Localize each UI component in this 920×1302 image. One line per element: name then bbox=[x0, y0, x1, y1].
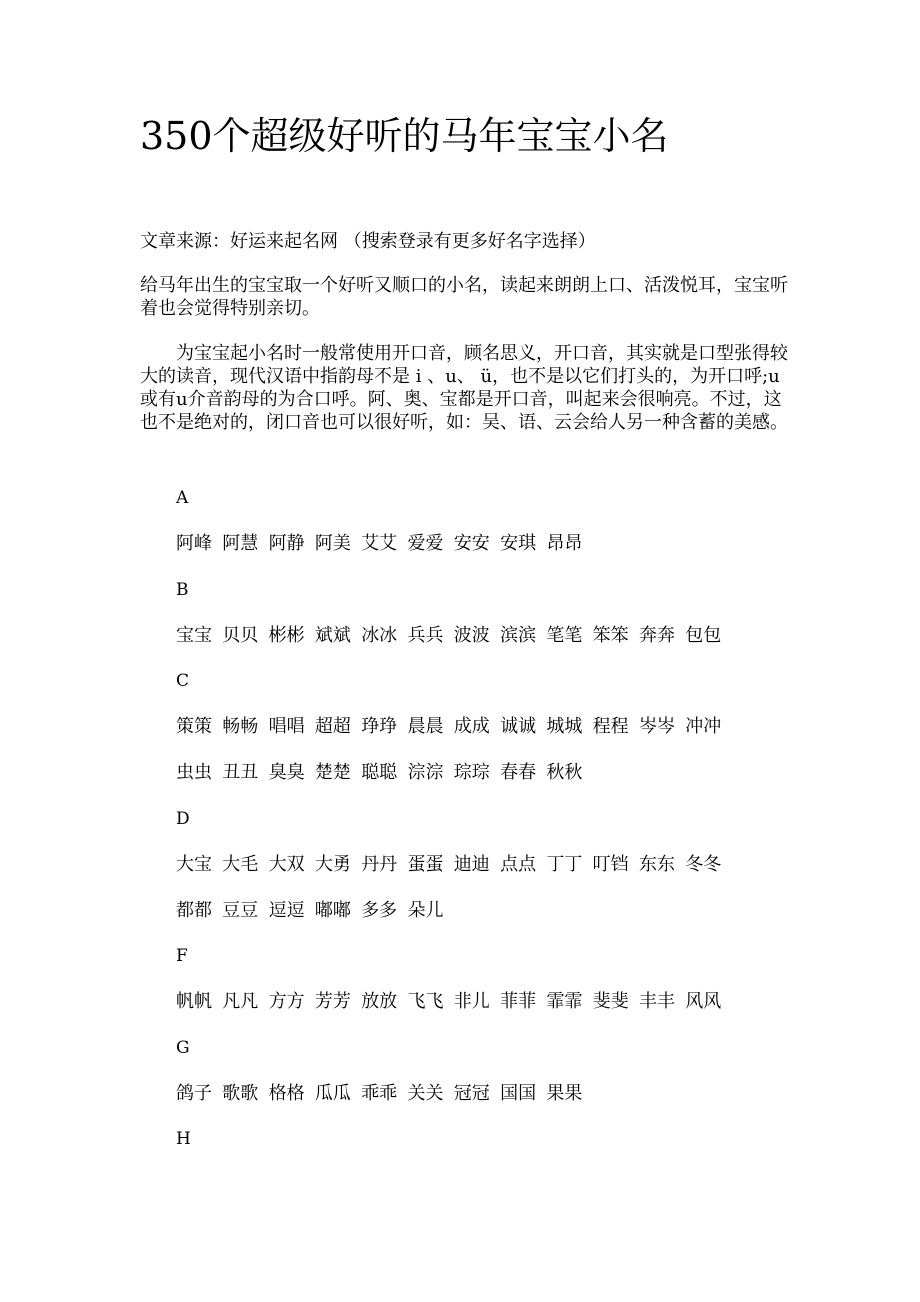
baby-name: 艾艾 bbox=[361, 533, 398, 554]
baby-name: 贝贝 bbox=[222, 625, 259, 646]
baby-name: 豆豆 bbox=[222, 900, 259, 921]
baby-name: 包包 bbox=[685, 625, 722, 646]
body-paragraph: 为宝宝起小名时一般常使用开口音，顾名思义，开口音，其实就是口型张得较大的读音，现代汉语中指韵母不是 i 、u、 ü，也不是以它们打头的，为开口呼;u或有u介音韵母的为合口呼。阿、奥、宝都是开口音，叫起来会很响亮。不过，这也不是绝对的，闭口音也可以很好听，如：吴、语、云会给人另一种含蓄的美感。 bbox=[140, 343, 788, 433]
names-row bbox=[176, 625, 732, 647]
baby-name: 叮铛 bbox=[592, 854, 629, 875]
baby-name: 兵兵 bbox=[407, 625, 444, 646]
intro-paragraph: 给马年出生的宝宝取一个好听又顺口的小名，读起来朗朗上口、活泼悦耳，宝宝听着也会觉得特别亲切。 bbox=[140, 275, 788, 319]
baby-name: 超超 bbox=[314, 716, 351, 737]
section-letter-f: F bbox=[176, 946, 188, 966]
baby-name: 大勇 bbox=[314, 854, 351, 875]
baby-name: 楚楚 bbox=[314, 762, 351, 783]
baby-name: 策策 bbox=[176, 716, 212, 737]
baby-name: 果果 bbox=[546, 1083, 583, 1104]
section-letter-a: A bbox=[176, 488, 189, 508]
baby-name: 冬冬 bbox=[685, 854, 722, 875]
baby-name: 秋秋 bbox=[546, 762, 583, 783]
baby-name: 多多 bbox=[361, 900, 398, 921]
baby-name: 阿美 bbox=[314, 533, 351, 554]
baby-name: 逗逗 bbox=[268, 900, 305, 921]
baby-name: 菲菲 bbox=[500, 991, 537, 1012]
names-row bbox=[176, 762, 593, 784]
baby-name: 斐斐 bbox=[592, 991, 629, 1012]
baby-name: 飞飞 bbox=[407, 991, 444, 1012]
baby-name: 聪聪 bbox=[361, 762, 398, 783]
baby-name: 程程 bbox=[592, 716, 629, 737]
baby-name: 东东 bbox=[638, 854, 675, 875]
baby-name: 冠冠 bbox=[453, 1083, 490, 1104]
baby-name: 放放 bbox=[361, 991, 398, 1012]
names-row bbox=[176, 533, 593, 555]
baby-name: 点点 bbox=[500, 854, 537, 875]
baby-name: 冰冰 bbox=[361, 625, 398, 646]
baby-name: 城城 bbox=[546, 716, 583, 737]
baby-name: 滨滨 bbox=[500, 625, 537, 646]
section-letter-d: D bbox=[176, 809, 190, 829]
baby-name: 畅畅 bbox=[222, 716, 259, 737]
names-row bbox=[176, 991, 732, 1013]
baby-name: 彬彬 bbox=[268, 625, 305, 646]
baby-name: 大宝 bbox=[176, 854, 212, 875]
baby-name: 方方 bbox=[268, 991, 305, 1012]
baby-name: 笨笨 bbox=[592, 625, 629, 646]
baby-name: 非儿 bbox=[453, 991, 490, 1012]
baby-name: 安安 bbox=[453, 533, 490, 554]
page-title: 350个超级好听的马年宝宝小名 bbox=[140, 114, 669, 158]
baby-name: 冲冲 bbox=[685, 716, 722, 737]
baby-name: 斌斌 bbox=[314, 625, 351, 646]
baby-name: 嘟嘟 bbox=[314, 900, 351, 921]
baby-name: 凡凡 bbox=[222, 991, 259, 1012]
baby-name: 丑丑 bbox=[222, 762, 259, 783]
baby-name: 关关 bbox=[407, 1083, 444, 1104]
baby-name: 蛋蛋 bbox=[407, 854, 444, 875]
section-letter-g: G bbox=[176, 1038, 190, 1058]
baby-name: 成成 bbox=[453, 716, 490, 737]
baby-name: 丁丁 bbox=[546, 854, 583, 875]
baby-name: 春春 bbox=[500, 762, 537, 783]
baby-name: 安琪 bbox=[500, 533, 537, 554]
names-row bbox=[176, 900, 454, 922]
baby-name: 琤琤 bbox=[361, 716, 398, 737]
baby-name: 帆帆 bbox=[176, 991, 212, 1012]
baby-name: 诚诚 bbox=[500, 716, 537, 737]
baby-name: 晨晨 bbox=[407, 716, 444, 737]
baby-name: 朵儿 bbox=[407, 900, 444, 921]
baby-name: 宝宝 bbox=[176, 625, 212, 646]
section-letter-b: B bbox=[176, 580, 189, 600]
baby-name: 鸽子 bbox=[176, 1083, 212, 1104]
baby-name: 波波 bbox=[453, 625, 490, 646]
baby-name: 唱唱 bbox=[268, 716, 305, 737]
baby-name: 大毛 bbox=[222, 854, 259, 875]
baby-name: 迪迪 bbox=[453, 854, 490, 875]
baby-name: 都都 bbox=[176, 900, 212, 921]
names-row bbox=[176, 1083, 593, 1105]
section-letter-c: C bbox=[176, 671, 190, 691]
baby-name: 乖乖 bbox=[361, 1083, 398, 1104]
baby-name: 昂昂 bbox=[546, 533, 583, 554]
baby-name: 丰丰 bbox=[638, 991, 675, 1012]
baby-name: 阿峰 bbox=[176, 533, 212, 554]
baby-name: 歌歌 bbox=[222, 1083, 259, 1104]
baby-name: 丹丹 bbox=[361, 854, 398, 875]
baby-name: 爱爱 bbox=[407, 533, 444, 554]
baby-name: 阿静 bbox=[268, 533, 305, 554]
baby-name: 臭臭 bbox=[268, 762, 305, 783]
names-row bbox=[176, 716, 732, 738]
names-row bbox=[176, 854, 732, 876]
baby-name: 格格 bbox=[268, 1083, 305, 1104]
baby-name: 奔奔 bbox=[638, 625, 675, 646]
baby-name: 瓜瓜 bbox=[314, 1083, 351, 1104]
section-letter-h: H bbox=[176, 1129, 191, 1149]
baby-name: 笔笔 bbox=[546, 625, 583, 646]
source-line: 文章来源：好运来起名网 （搜索登录有更多好名字选择） bbox=[140, 231, 596, 252]
baby-name: 霏霏 bbox=[546, 991, 583, 1012]
baby-name: 风风 bbox=[685, 991, 722, 1012]
baby-name: 阿慧 bbox=[222, 533, 259, 554]
baby-name: 琮琮 bbox=[453, 762, 490, 783]
baby-name: 虫虫 bbox=[176, 762, 212, 783]
baby-name: 淙淙 bbox=[407, 762, 444, 783]
baby-name: 国国 bbox=[500, 1083, 537, 1104]
baby-name: 大双 bbox=[268, 854, 305, 875]
baby-name: 芳芳 bbox=[314, 991, 351, 1012]
baby-name: 岑岑 bbox=[638, 716, 675, 737]
